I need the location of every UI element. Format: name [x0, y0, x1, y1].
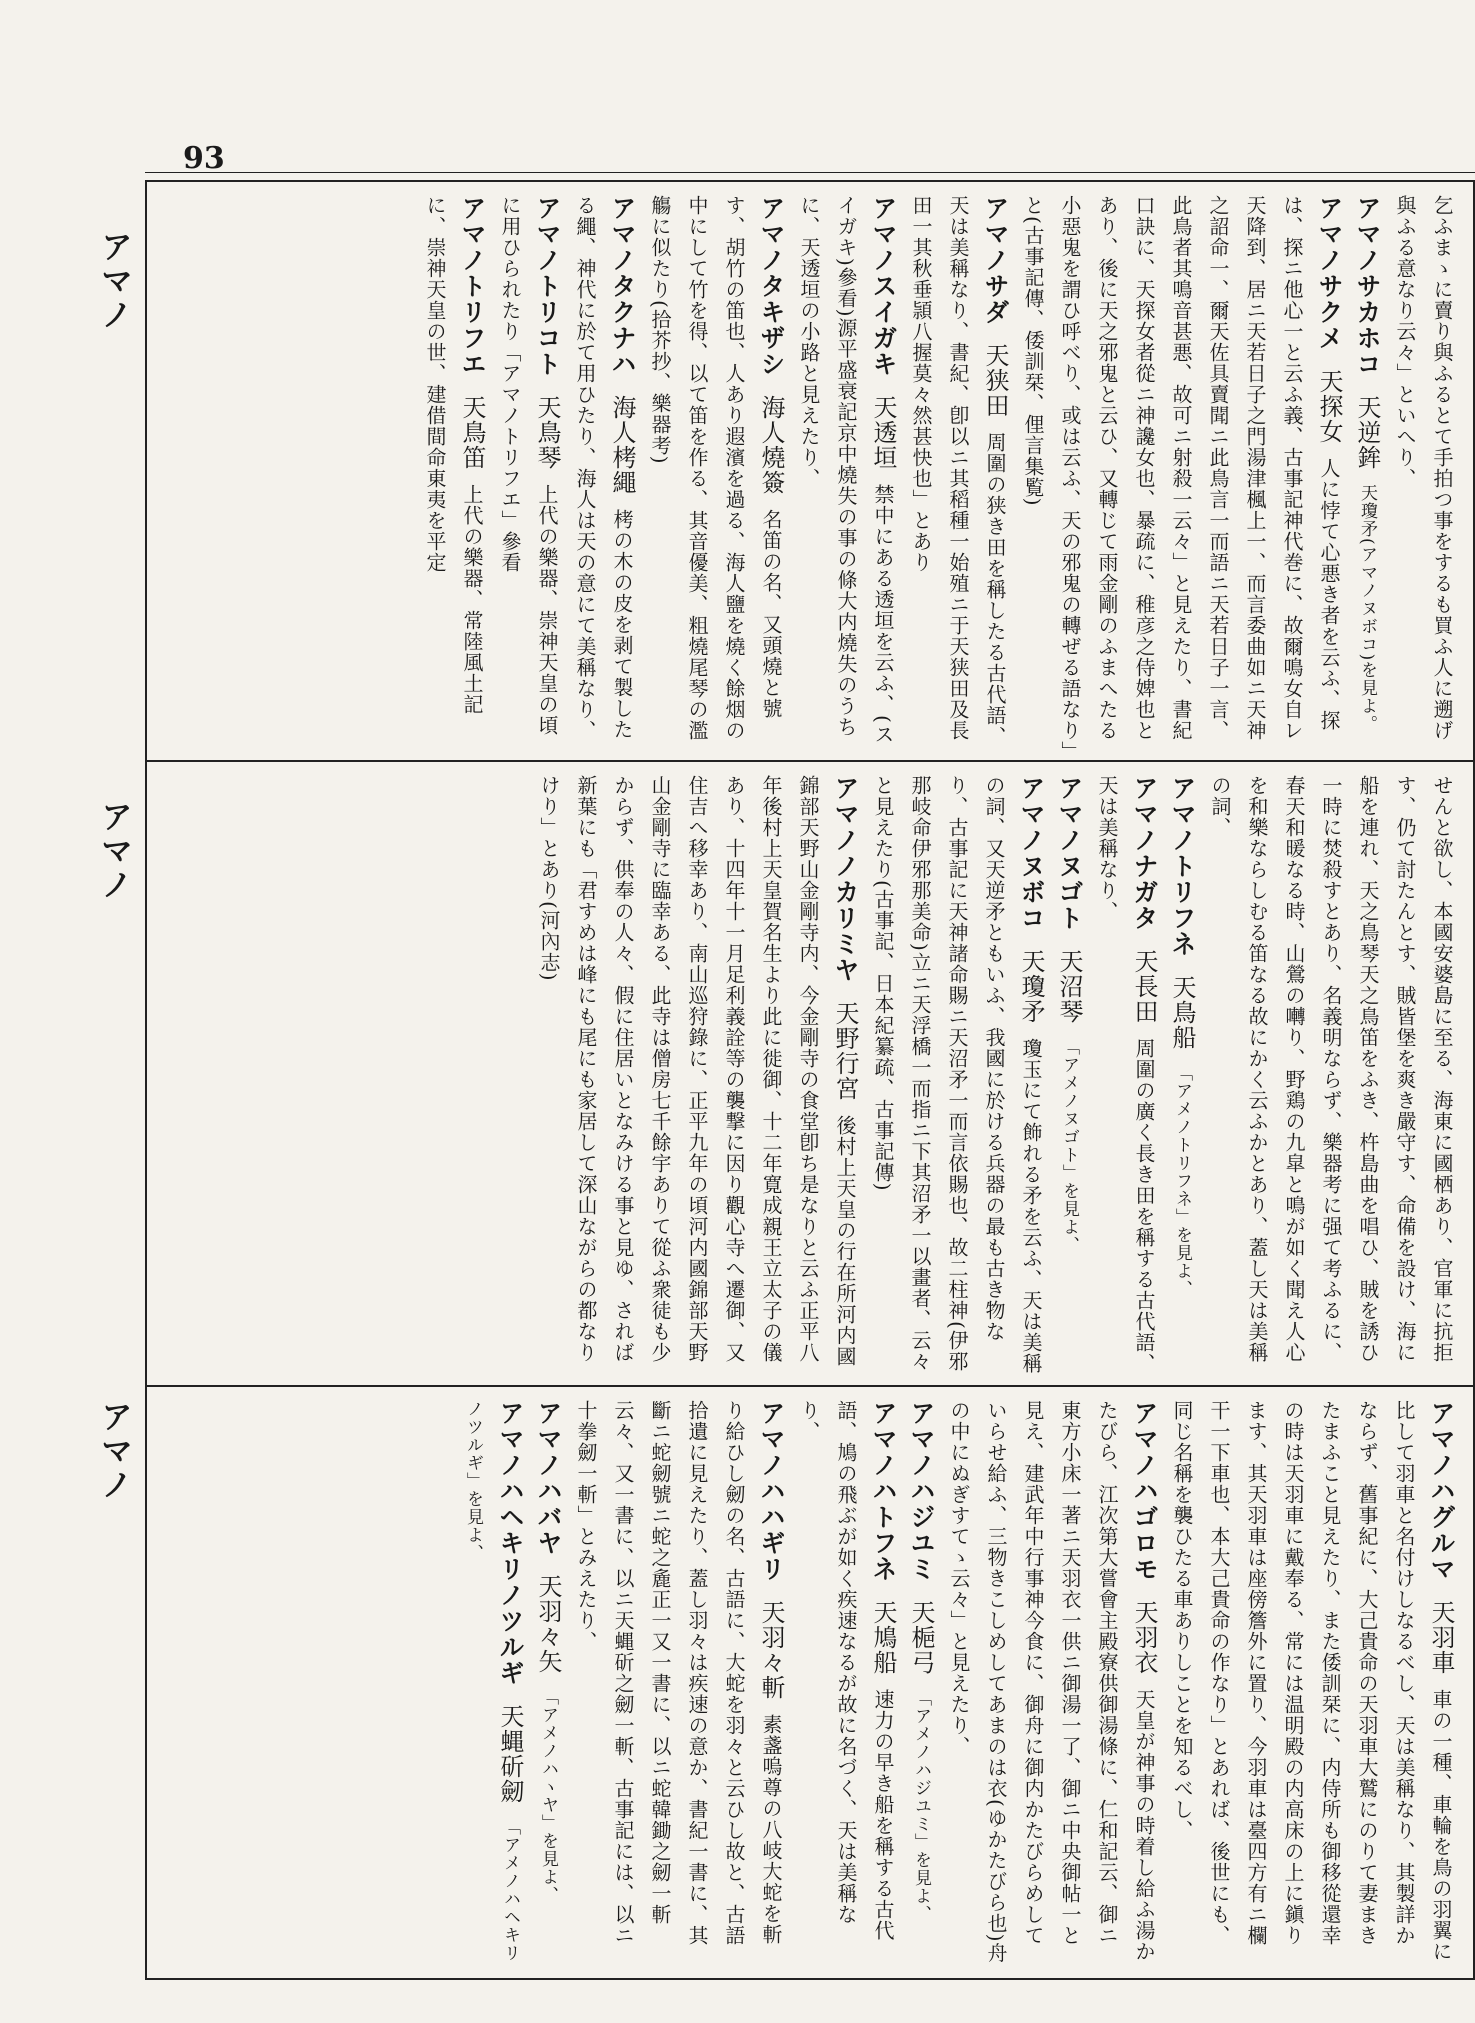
column-text — [160, 195, 1460, 755]
section-middle — [160, 775, 1460, 1375]
entry-body: 名笛の名、又頭燒と號す、胡竹の笛也、人あり遐濱を過る、海人鹽を燒く餘烟の中にして竹を得、以て笛を作る、其音優美、粗燒尾琴の濫觴に似たり(拾芥抄、樂器考) — [648, 195, 783, 741]
entry-kanji: 天逆鉾 — [1353, 395, 1381, 470]
entry-kanji: 天透垣 — [869, 395, 897, 470]
entry-kanji: 天羽々斬 — [757, 1600, 785, 1700]
entry-body: 乞ふまゝに賣り與ふるとて手拍つ事をするも買ふ人に遡げ與ふる意なり云々」といへり、 — [1393, 195, 1454, 741]
entry-headword: アマノハヘキリノツルギ — [496, 1400, 525, 1686]
entry-body: せんと欲し、本國安婆島に至る、海東に國栖あり、官軍に抗拒す、仍て討たんとす、賊皆堡を爽き嚴守す、命備を設け、海に船を連れ、天之鳥琴天之鳥笛をふき、杵島曲を唱ひ、賊を誘ひ一時に焚殺すとあり、名義明ならず、樂器考に强て考ふるに、春天和暖なる時、山鶯の囀り、野鶏の九皐と鳴が如く聞え人心を和樂ならしむる笛なる故にかく云ふかとあり、蓋し天は美稱の詞、 — [1208, 775, 1454, 1363]
margin-index-tab: アマノ — [96, 1400, 134, 1502]
entry-reference: 「アメノハヽヤ」を見よ、 — [538, 1688, 558, 1904]
entry-reference: 「アメノトリフネ」を見よ、 — [1172, 1064, 1192, 1298]
column-text — [160, 775, 1460, 1375]
entry-kanji: 海人燒簽 — [757, 395, 785, 495]
entry-kanji: 天長田 — [1130, 949, 1158, 1024]
entry-headword: アマノハゴロモ — [1130, 1400, 1159, 1582]
section-upper — [160, 195, 1460, 755]
entry-kanji: 海人栲繩 — [608, 395, 636, 495]
entry-headword: アマノサダ — [981, 195, 1010, 325]
entry-headword: アマノノカリミヤ — [831, 775, 860, 983]
entry-kanji: 天狭田 — [981, 343, 1009, 418]
entry-reference: 「アメノヌゴト」を見よ、 — [1059, 1038, 1079, 1254]
entry-headword: アマノサカホコ — [1353, 195, 1382, 377]
entry-headword: アマノトリコト — [533, 195, 562, 377]
entry-headword: アマノハトフネ — [869, 1400, 898, 1582]
entry-body: 速力の早き船を稱する古代語、鳩の飛ぶが如く疾速なるが故に名づく、天は美稱なり、 — [797, 1400, 895, 1941]
entry-kanji: 天梔弓 — [907, 1600, 935, 1675]
entry-headword: アマノヌゴト — [1055, 775, 1084, 931]
entry-kanji: 天羽々矢 — [534, 1574, 562, 1674]
entry-body: 上代の樂器、常陸風土記に、崇神天皇の世、建借間命東夷を平定 — [423, 195, 484, 715]
entry-headword: アマノトリフエ — [458, 195, 487, 377]
entry-headword: アマノハグルマ — [1427, 1400, 1456, 1582]
entry-body: 周圍の廣く長き田を稱する古代語、天は美稱なり、 — [1095, 775, 1156, 1374]
entry-kanji: 天探女 — [1315, 369, 1343, 444]
entry-kanji: 天沼琴 — [1055, 949, 1083, 1024]
entry-headword: アマノサクメ — [1315, 195, 1344, 351]
entry-kanji: 天鳩船 — [869, 1600, 897, 1675]
entry-body: 瓊玉にて飾れる矛を云ふ、天は美稱の詞、又天逆矛ともいふ、我國に於ける兵器の最も古き物なり、古事記に天神諸命賜ニ天沼矛一而言依賜也、故二柱神(伊邪那岐命伊邪那美命)立ニ天浮橋一而指ニ下其沼矛一以畫者、云々と見えたり(古事記、日本紀纂疏、古事記傳) — [871, 775, 1043, 1374]
entry-headword: アマノナガタ — [1130, 775, 1159, 931]
entry-kanji: 天瓊矛 — [1017, 949, 1045, 1024]
entry-headword: アマノハバヤ — [534, 1400, 563, 1556]
entry-reference: 「アメノハヘキリノツルギ」を見よ、 — [463, 1400, 520, 1962]
entry-body: 車の一種、車輪を鳥の羽翼に比して羽車と名付けしなるべし、天は美稱なり、其製詳かならず、舊事紀に、大己貴命の天羽車大鷲にのりて妻まきたまふこと見えたり、また倭訓栞に、内侍所も御移從還幸の時は天羽車に戴奉る、常には温明殿の内高床の上に鎭ります、其天羽車は座傍簷外に置り、今羽車は臺四方有ニ欄干一下車也、本大己貴命の作なり」とあれば、後世にも、同じ名稱を襲ひたる車ありしことを知るべし、 — [1170, 1400, 1453, 1962]
section-lower — [160, 1400, 1460, 1965]
margin-index-tab: アマノ — [96, 230, 134, 332]
page-number: 93 — [183, 141, 225, 176]
entry-kanji: 天羽車 — [1427, 1600, 1455, 1675]
margin-index-tab: アマノ — [96, 800, 134, 902]
entry-body: 人に悖て心悪き者を云ふ、探は、探ニ他心一と云ふ義、古事記神代巻に、故爾鳴女自レ天降到、居ニ天若日子之門湯津楓上一、而言委曲如ニ天神之詔命一、爾天佐具賣聞ニ此鳥言一而語ニ天若日子一言、此鳥者其鳴音甚悪、故可ニ射殺一云々」と見えたり、書紀口訣に、天探女者從ニ神讒女也、暴疏に、稚彦之侍婢也とあり、後に天之邪鬼と云ひ、又轉じて雨金剛のふまへたる小惡鬼を謂ひ呼べり、或は云ふ、天の邪鬼の轉ぜる語なり」と(古事記傳、倭訓栞、俚言集覧) — [1021, 195, 1341, 752]
section-divider — [145, 1385, 1475, 1387]
entry-kanji: 天羽衣 — [1130, 1600, 1158, 1675]
column-text — [160, 1400, 1460, 1965]
section-divider — [145, 760, 1475, 762]
entry-kanji: 天鳥笛 — [458, 395, 486, 470]
entry-headword: アマノタクナハ — [608, 195, 637, 377]
entry-body: 素盞嗚尊の八岐大蛇を斬り給ひし劒の名、古語に、大蛇を羽々と云ひし故と、古語拾遺に見えたり、蓋し羽々は疾速の意か、書紀一書に、其斷ニ蛇劒號ニ蛇之麁正一又一書に、以ニ蛇韓鋤之劒一斬云々、又一書に、以ニ天蝿斫之劒一斬、古事記には、以ニ十拳劒一斬」とみえたり、 — [574, 1400, 783, 1946]
entry-reference: 天瓊矛(アマノヌボコ)を見よ。 — [1357, 484, 1377, 734]
entry-headword: アマノハハギリ — [757, 1400, 786, 1582]
entry-body: 周圍の狭き田を稱したる古代語、天は美稱なり、書紀、卽以ニ其稻種一始殖ニ于天狭田及長田一其秋垂頴八握莫々然甚快也」とあり — [909, 195, 1007, 747]
entry-headword: アマノタキザシ — [757, 195, 786, 377]
entry-body: 禁中にある透垣を云ふ、(スイガキ)參看)源平盛衰記京中燒失の事の條大内燒失のうちに、天透垣の小路と見えたり、 — [797, 195, 895, 745]
entry-headword: アマノヌボコ — [1017, 775, 1046, 931]
entry-headword: アマノトリフネ — [1168, 775, 1197, 957]
entry-kanji: 天野行宮 — [831, 1001, 859, 1101]
frame-top-rule — [145, 172, 1475, 173]
entry-body: 天皇が神事の時着し給ふ湯かたびら、江次第大嘗會主殿寮供御湯條に、仁和記云、御ニ東方小床一著ニ天羽衣一供ニ御湯一了、御ニ中央御帖一と見え、建武年中行事神今食に、御舟に御内かたびらめしていらせ給ふ、三物きこしめしてあまのは衣(ゆかたびら也)舟の中にぬぎすてゝ云々」と見えたり、 — [947, 1400, 1156, 1964]
entry-body: 上代の樂器、崇神天皇の頃に用ひられたり「アマノトリフエ」參看 — [498, 195, 559, 736]
entry-headword: アマノハジユミ — [907, 1400, 936, 1582]
entry-kanji: 天鳥琴 — [533, 395, 561, 470]
entry-kanji: 天鳥船 — [1168, 975, 1196, 1050]
entry-body: 栲の木の皮を剥て製したる繩、神代に於て用ひたり、海人は天の意にて美稱なり、 — [573, 195, 634, 741]
entry-kanji: 天蝿斫劒 — [496, 1704, 524, 1804]
entry-reference: 「アメノハジユミ」を見よ、 — [911, 1689, 931, 1923]
entry-body: 後村上天皇の行在所河内國錦部天野山金剛寺内、今金剛寺の食堂卽ち是なりと云ふ正平八年後村上天皇賀名生より此に徙御、十二年寛成親王立太子の儀あり、十四年十一月足利義詮等の襲撃に因り觀心寺へ遷御、又住吉へ移幸あり、南山巡狩錄に、正平九年の頃河内國錦部天野山金剛寺に臨幸ある、此寺は僧房七千餘宇ありて從ふ衆徒も少からず、供奉の人々、假に住居いとなみける事と見ゆ、されば新葉にも「君すめは峰にも尾にも家居して深山ながらの都なりけり」とあり(河內志) — [537, 775, 857, 1367]
entry-headword: アマノスイガキ — [869, 195, 898, 377]
